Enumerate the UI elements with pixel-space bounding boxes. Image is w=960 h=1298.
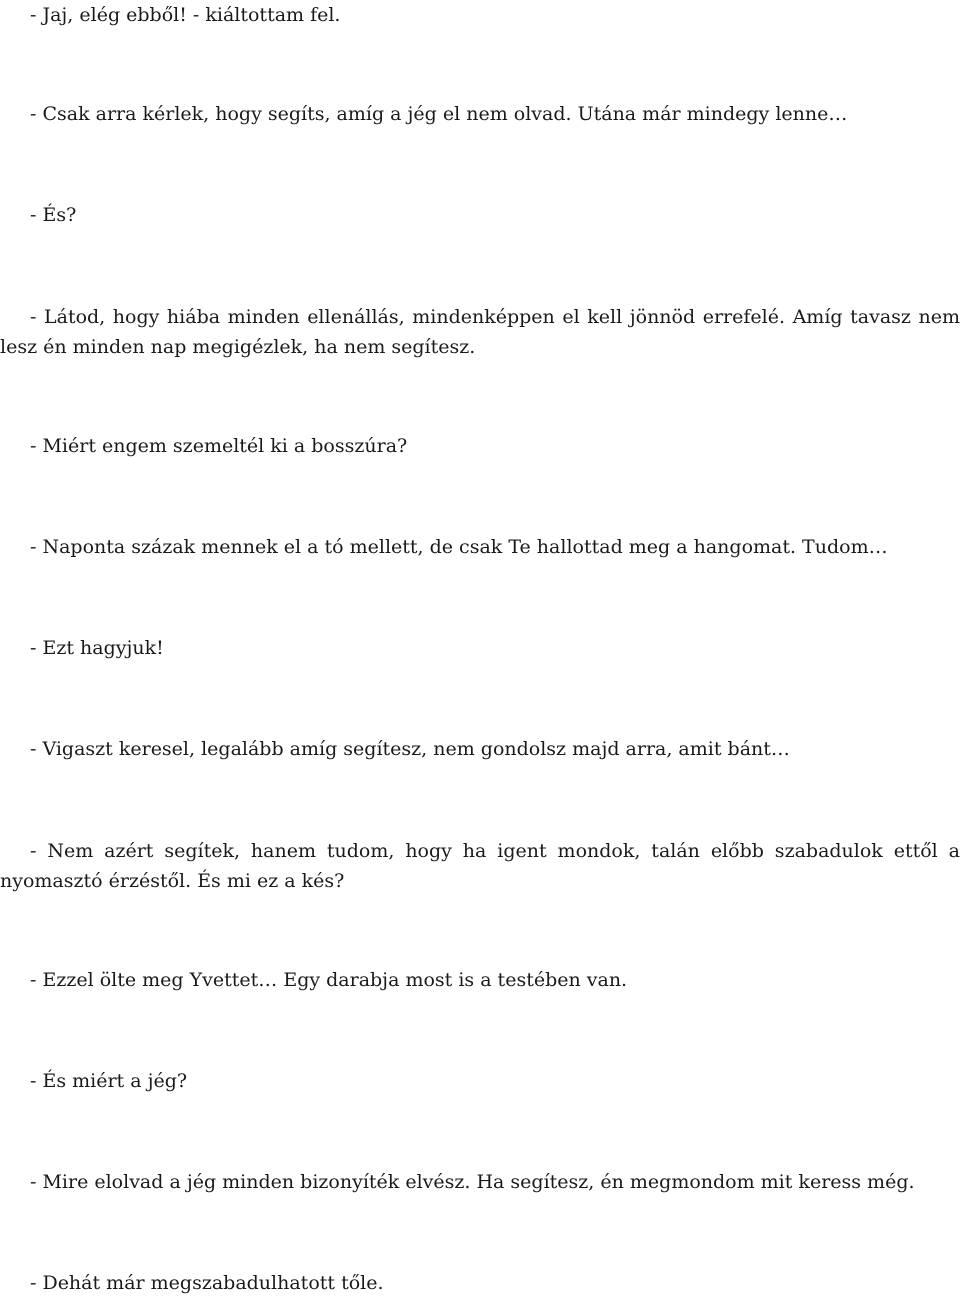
paragraph-1: - Jaj, elég ebből! - kiáltottam fel.	[30, 4, 341, 26]
paragraph-10: - Ezzel ölte meg Yvettet… Egy darabja most is a testében van.	[30, 969, 628, 991]
paragraph-12: - Mire elolvad a jég minden bizonyíték elvész. Ha segítesz, én megmondom mit keress még.	[30, 1171, 915, 1193]
paragraph-6: - Naponta százak mennek el a tó mellett, de csak Te hallottad meg a hangomat. Tudom…	[30, 536, 888, 558]
paragraph-2: - Csak arra kérlek, hogy segíts, amíg a jég el nem olvad. Utána már mindegy lenne…	[30, 103, 848, 125]
paragraph-13: - Dehát már megszabadulhatott tőle.	[30, 1272, 384, 1294]
paragraph-7: - Ezt hagyjuk!	[30, 637, 164, 659]
paragraph-9: - Nem azért segítek, hanem tudom, hogy ha igent mondok, talán előbb szabadulok ettől a nyomasztó érzéstől. És mi ez a kés?	[0, 840, 960, 892]
paragraph-3: - És?	[30, 204, 77, 226]
paragraph-11: - És miért a jég?	[30, 1070, 188, 1092]
paragraph-5: - Miért engem szemeltél ki a bosszúra?	[30, 435, 408, 457]
paragraph-8: - Vigaszt keresel, legalább amíg segítesz, nem gondolsz majd arra, amit bánt…	[30, 738, 790, 760]
paragraph-4: - Látod, hogy hiába minden ellenállás, mindenképpen el kell jönnöd errefelé. Amíg tavasz nem lesz én minden nap megigézlek, ha nem segítesz.	[0, 306, 960, 358]
